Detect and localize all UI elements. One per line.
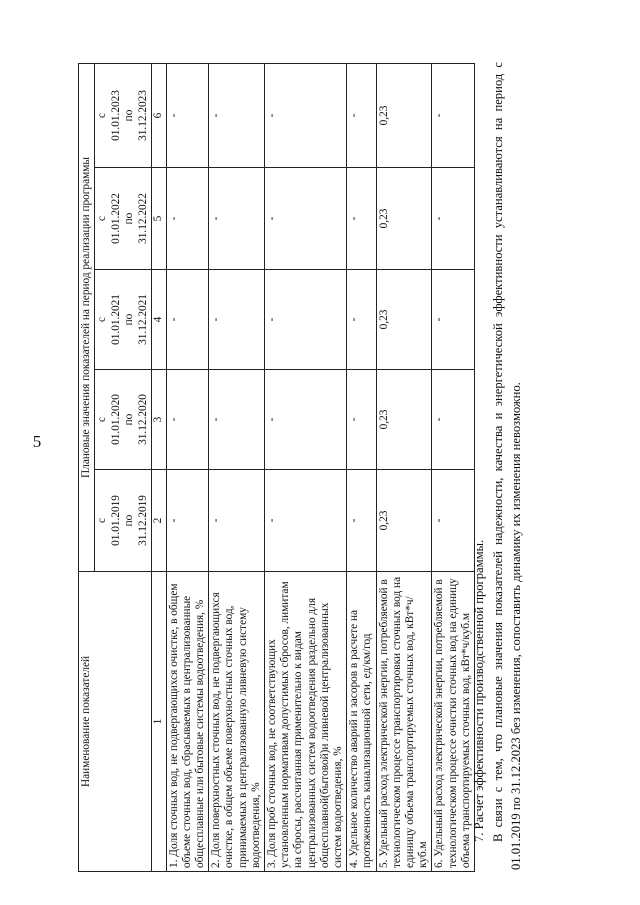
column-number: 6 bbox=[152, 63, 166, 167]
column-number: 2 bbox=[152, 470, 166, 572]
indicator-value: - bbox=[347, 470, 376, 572]
indicator-value: - bbox=[166, 63, 209, 167]
table-row bbox=[432, 63, 475, 871]
indicator-value: - bbox=[432, 168, 475, 270]
period-from-word: с bbox=[96, 518, 109, 524]
indicator-name: 3. Доля проб сточных вод, не соответствующих установленным нормативам допустимых сбросов, лимитам на сбросы, рассчитанная применительно к видам централизованных систем водоотведения раздельно для общесплавной(бытовой)и ливневой централизованных систем водоотведения, % bbox=[265, 572, 347, 872]
period-from-word: с bbox=[96, 112, 109, 118]
indicator-value: - bbox=[265, 470, 347, 572]
period-to: 31.12.2023 bbox=[136, 90, 149, 141]
table-row bbox=[347, 63, 376, 871]
period-from: 01.01.2023 bbox=[109, 90, 122, 141]
table-row bbox=[166, 63, 209, 871]
period-from: 01.01.2019 bbox=[109, 495, 122, 546]
column-number: 1 bbox=[152, 572, 166, 872]
section-title: 7. Расчет эффективности производственной программы. bbox=[472, 539, 486, 842]
rotated-page-content bbox=[70, 43, 560, 888]
indicator-value: - bbox=[265, 370, 347, 470]
indicator-value: 0,23 bbox=[376, 63, 432, 167]
indicator-value: - bbox=[209, 370, 265, 470]
period-from: 01.01.2021 bbox=[109, 294, 122, 345]
table-row bbox=[376, 63, 432, 871]
indicator-value: - bbox=[347, 168, 376, 270]
page-number: 5 bbox=[32, 432, 42, 451]
period-header bbox=[95, 270, 152, 370]
period-header bbox=[95, 370, 152, 470]
table-row bbox=[209, 63, 265, 871]
indicator-value: - bbox=[265, 168, 347, 270]
indicator-value: - bbox=[265, 270, 347, 370]
indicator-value: - bbox=[209, 270, 265, 370]
indicator-value: - bbox=[209, 168, 265, 270]
indicator-value: 0,23 bbox=[376, 270, 432, 370]
indicator-value: - bbox=[166, 270, 209, 370]
indicator-value: - bbox=[209, 63, 265, 167]
indicator-value: - bbox=[265, 63, 347, 167]
indicator-name: 1. Доля сточных вод, не подвергающихся очистке, в общем объеме сточных вод, сбрасываемых в централизованные общесплавные или бытовые системы водоотведения, % bbox=[166, 572, 209, 872]
indicator-value: - bbox=[347, 370, 376, 470]
period-from-word: с bbox=[96, 417, 109, 423]
period-from-word: с bbox=[96, 216, 109, 222]
period-to: 31.12.2021 bbox=[136, 294, 149, 345]
indicator-value: - bbox=[166, 470, 209, 572]
indicator-value: - bbox=[209, 470, 265, 572]
period-to-word: по bbox=[123, 413, 136, 426]
indicator-name: 2. Доля поверхностных сточных вод, не подвергающихся очистке, в общем объеме поверхностных сточных вод, принимаемых в централизованную ливневую систему водоотведения, % bbox=[209, 572, 265, 872]
period-to-word: по bbox=[123, 212, 136, 225]
header-indicator-name: Наименование показателей bbox=[79, 572, 152, 872]
indicator-value: - bbox=[166, 168, 209, 270]
period-to-word: по bbox=[123, 109, 136, 122]
indicators-table bbox=[78, 63, 475, 872]
column-number: 5 bbox=[152, 168, 166, 270]
table-header-row bbox=[79, 63, 95, 871]
period-header bbox=[95, 63, 152, 167]
indicator-value: - bbox=[432, 270, 475, 370]
period-from: 01.01.2020 bbox=[109, 394, 122, 445]
indicator-value: - bbox=[432, 63, 475, 167]
indicator-value: - bbox=[166, 370, 209, 470]
indicator-name: 4. Удельное количество аварий и засоров в расчете на протяженность канализационной сети, ед/км/год bbox=[347, 572, 376, 872]
period-to: 31.12.2019 bbox=[136, 495, 149, 546]
section-paragraph: В связи с тем, что плановые значения показателей надежности, качества и энергетической эффективности устанавливаются на период с 01.01.2019 по 31.12.2023 без изменения, сопоставить динамику их изменения невозможно. bbox=[490, 62, 524, 870]
column-number: 3 bbox=[152, 370, 166, 470]
period-header bbox=[95, 470, 152, 572]
indicator-value: 0,23 bbox=[376, 470, 432, 572]
period-to-word: по bbox=[123, 514, 136, 527]
period-from-word: с bbox=[96, 317, 109, 323]
indicator-name: 6. Удельный расход электрической энергии, потребляемой в технологическом процессе очистки сточных вод на единицу объема транспортируемых сточных вод, кВт*ч/куб.м bbox=[432, 572, 475, 872]
column-number: 4 bbox=[152, 270, 166, 370]
indicator-name: 5. Удельный расход электрической энергии, потребляемой в технологическом процессе транспортировки сточных вод на единицу объема транспортируемых сточных вод, кВт*ч/куб.м bbox=[376, 572, 432, 872]
table-row bbox=[265, 63, 347, 871]
period-header bbox=[95, 168, 152, 270]
header-plan-values: Плановые значения показателей на период реализации программы bbox=[79, 63, 95, 571]
indicator-value: - bbox=[347, 63, 376, 167]
period-to-word: по bbox=[123, 313, 136, 326]
indicator-value: 0,23 bbox=[376, 370, 432, 470]
indicator-value: - bbox=[347, 270, 376, 370]
indicator-value: 0,23 bbox=[376, 168, 432, 270]
period-to: 31.12.2022 bbox=[136, 193, 149, 244]
column-number-row bbox=[152, 63, 166, 871]
efficiency-section bbox=[470, 62, 526, 870]
indicator-value: - bbox=[432, 470, 475, 572]
indicator-value: - bbox=[432, 370, 475, 470]
period-to: 31.12.2020 bbox=[136, 394, 149, 445]
period-from: 01.01.2022 bbox=[109, 193, 122, 244]
